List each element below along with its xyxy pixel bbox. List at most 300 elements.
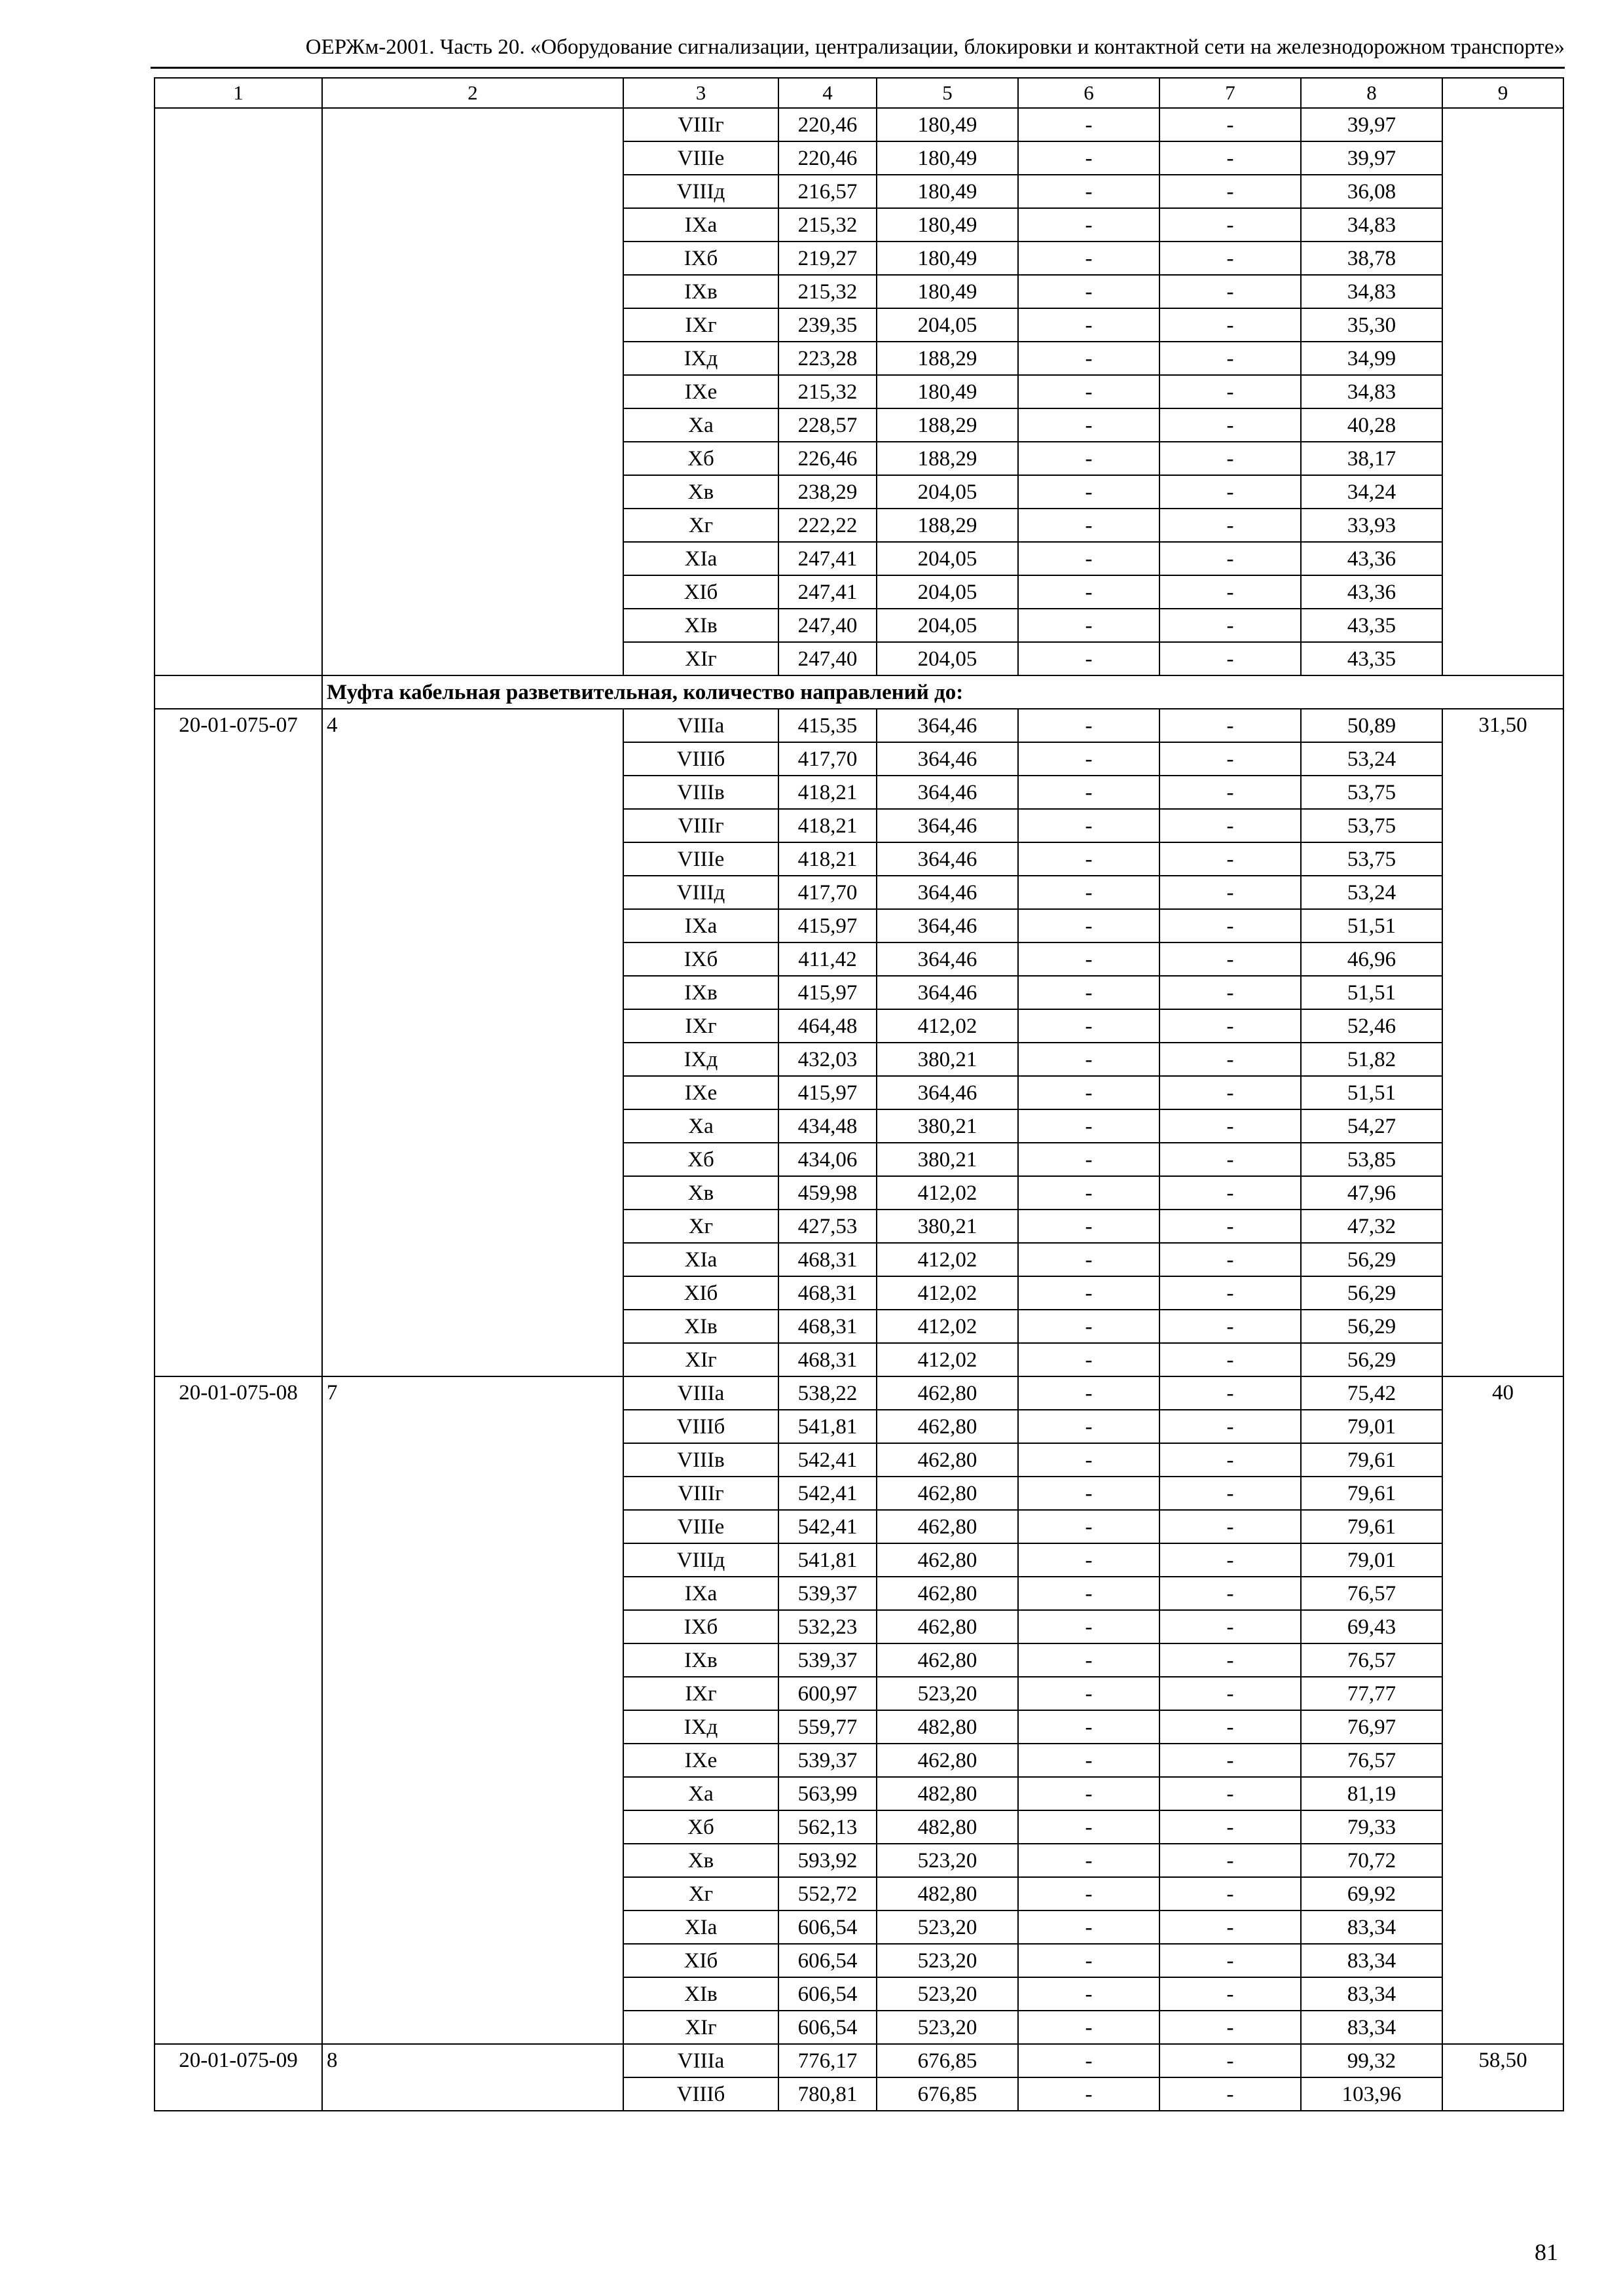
zone-cell: VIIIд (623, 1543, 778, 1577)
labor-cost-cell: 523,20 (877, 1910, 1018, 1944)
direct-cost-cell: 468,31 (778, 1276, 877, 1310)
materials-cost-cell: 54,27 (1301, 1109, 1442, 1143)
materials-cost-cell: 34,24 (1301, 475, 1442, 509)
materials-cost-cell: 83,34 (1301, 1910, 1442, 1944)
labor-cost-cell: 523,20 (877, 1844, 1018, 1877)
labor-cost-cell: 364,46 (877, 742, 1018, 776)
materials-cost-cell: 79,01 (1301, 1543, 1442, 1577)
driver-cost-cell: - (1159, 1310, 1301, 1343)
zone-cell: Xа (623, 408, 778, 442)
materials-cost-cell: 76,57 (1301, 1577, 1442, 1610)
machine-cost-cell: - (1018, 1076, 1159, 1109)
machine-cost-cell: - (1018, 275, 1159, 308)
direct-cost-cell: 542,41 (778, 1477, 877, 1510)
machine-cost-cell: - (1018, 1009, 1159, 1043)
machine-cost-cell: - (1018, 442, 1159, 475)
zone-cell: VIIIг (623, 1477, 778, 1510)
column-number: 4 (778, 78, 877, 108)
zone-cell: XIб (623, 575, 778, 609)
driver-cost-cell: - (1159, 1610, 1301, 1643)
machine-cost-cell: - (1018, 242, 1159, 275)
driver-cost-cell: - (1159, 976, 1301, 1009)
driver-cost-cell: - (1159, 709, 1301, 742)
labor-cost-cell: 204,05 (877, 308, 1018, 342)
driver-cost-cell: - (1159, 776, 1301, 809)
labor-cost-cell: 412,02 (877, 1243, 1018, 1276)
zone-cell: IXа (623, 909, 778, 942)
machine-cost-cell: - (1018, 942, 1159, 976)
zone-cell: VIIIг (623, 809, 778, 842)
zone-cell: VIIIб (623, 742, 778, 776)
zone-cell: XIг (623, 642, 778, 675)
machine-cost-cell: - (1018, 1310, 1159, 1343)
machine-cost-cell: - (1018, 375, 1159, 408)
zone-cell: VIIIв (623, 776, 778, 809)
zone-cell: IXб (623, 942, 778, 976)
zone-cell: VIIIд (623, 876, 778, 909)
machine-cost-cell: - (1018, 909, 1159, 942)
machine-cost-cell: - (1018, 2011, 1159, 2044)
materials-cost-cell: 43,35 (1301, 609, 1442, 642)
direct-cost-cell: 606,54 (778, 1910, 877, 1944)
direct-cost-cell: 593,92 (778, 1844, 877, 1877)
driver-cost-cell: - (1159, 1477, 1301, 1510)
direct-cost-cell: 219,27 (778, 242, 877, 275)
driver-cost-cell: - (1159, 1443, 1301, 1477)
machine-cost-cell: - (1018, 709, 1159, 742)
zone-cell: Xг (623, 509, 778, 542)
driver-cost-cell: - (1159, 1944, 1301, 1977)
labor-cost-cell: 482,80 (877, 1810, 1018, 1844)
driver-cost-cell: - (1159, 1577, 1301, 1610)
machine-cost-cell: - (1018, 1210, 1159, 1243)
direct-cost-cell: 247,41 (778, 542, 877, 575)
driver-cost-cell: - (1159, 542, 1301, 575)
materials-cost-cell: 77,77 (1301, 1677, 1442, 1710)
materials-cost-cell: 56,29 (1301, 1310, 1442, 1343)
materials-cost-cell: 70,72 (1301, 1844, 1442, 1877)
machine-cost-cell: - (1018, 1910, 1159, 1944)
machine-cost-cell: - (1018, 1744, 1159, 1777)
zone-cell: Xв (623, 1176, 778, 1210)
labor-cost-cell: 364,46 (877, 976, 1018, 1009)
zone-cell: IXе (623, 1076, 778, 1109)
direct-cost-cell: 239,35 (778, 308, 877, 342)
column-number: 1 (155, 78, 322, 108)
machine-cost-cell: - (1018, 1376, 1159, 1410)
labor-cost-cell: 180,49 (877, 375, 1018, 408)
materials-cost-cell: 83,34 (1301, 1944, 1442, 1977)
direct-cost-cell: 468,31 (778, 1343, 877, 1376)
driver-cost-cell: - (1159, 408, 1301, 442)
machine-cost-cell: - (1018, 1410, 1159, 1443)
labor-cost-cell: 204,05 (877, 475, 1018, 509)
materials-cost-cell: 56,29 (1301, 1276, 1442, 1310)
direct-cost-cell: 417,70 (778, 876, 877, 909)
labor-cost-cell: 462,80 (877, 1376, 1018, 1410)
machine-cost-cell: - (1018, 876, 1159, 909)
labor-cost-cell: 180,49 (877, 208, 1018, 242)
machine-cost-cell: - (1018, 1710, 1159, 1744)
labor-cost-cell: 523,20 (877, 2011, 1018, 2044)
direct-cost-cell: 606,54 (778, 1977, 877, 2011)
direct-cost-cell: 215,32 (778, 275, 877, 308)
machine-cost-cell: - (1018, 408, 1159, 442)
direct-cost-cell: 542,41 (778, 1510, 877, 1543)
zone-cell: XIа (623, 1243, 778, 1276)
direct-cost-cell: 434,48 (778, 1109, 877, 1143)
machine-cost-cell: - (1018, 742, 1159, 776)
table-row (155, 709, 1563, 742)
materials-cost-cell: 79,01 (1301, 1410, 1442, 1443)
direct-cost-cell: 563,99 (778, 1777, 877, 1810)
zone-cell: IXв (623, 1643, 778, 1677)
column-number: 3 (623, 78, 778, 108)
direct-cost-cell: 215,32 (778, 208, 877, 242)
driver-cost-cell: - (1159, 1877, 1301, 1910)
machine-cost-cell: - (1018, 1643, 1159, 1677)
zone-cell: IXг (623, 1677, 778, 1710)
driver-cost-cell: - (1159, 1109, 1301, 1143)
materials-cost-cell: 43,36 (1301, 575, 1442, 609)
driver-cost-cell: - (1159, 375, 1301, 408)
driver-cost-cell: - (1159, 275, 1301, 308)
column-9-cell: 31,50 (1442, 709, 1563, 1376)
labor-cost-cell: 412,02 (877, 1276, 1018, 1310)
zone-cell: VIIIд (623, 175, 778, 208)
direct-cost-cell: 415,35 (778, 709, 877, 742)
materials-cost-cell: 81,19 (1301, 1777, 1442, 1810)
driver-cost-cell: - (1159, 809, 1301, 842)
labor-cost-cell: 364,46 (877, 942, 1018, 976)
column-number: 9 (1442, 78, 1563, 108)
zone-cell: IXг (623, 308, 778, 342)
materials-cost-cell: 43,36 (1301, 542, 1442, 575)
labor-cost-cell: 380,21 (877, 1143, 1018, 1176)
machine-cost-cell: - (1018, 2077, 1159, 2111)
materials-cost-cell: 51,51 (1301, 976, 1442, 1009)
driver-cost-cell: - (1159, 442, 1301, 475)
header-divider (151, 67, 1565, 69)
zone-cell: XIг (623, 2011, 778, 2044)
direct-cost-cell: 552,72 (778, 1877, 877, 1910)
zone-cell: Xа (623, 1777, 778, 1810)
driver-cost-cell: - (1159, 1910, 1301, 1944)
direct-cost-cell: 215,32 (778, 375, 877, 408)
section-code-cell (155, 675, 322, 709)
labor-cost-cell: 462,80 (877, 1410, 1018, 1443)
materials-cost-cell: 53,75 (1301, 809, 1442, 842)
machine-cost-cell: - (1018, 475, 1159, 509)
driver-cost-cell: - (1159, 942, 1301, 976)
rate-code-cell: 20-01-075-07 (155, 709, 322, 1376)
direct-cost-cell: 415,97 (778, 909, 877, 942)
driver-cost-cell: - (1159, 242, 1301, 275)
zone-cell: IXб (623, 242, 778, 275)
driver-cost-cell: - (1159, 2077, 1301, 2111)
driver-cost-cell: - (1159, 1744, 1301, 1777)
driver-cost-cell: - (1159, 742, 1301, 776)
column-9-cell (1442, 108, 1563, 675)
machine-cost-cell: - (1018, 1610, 1159, 1643)
driver-cost-cell: - (1159, 2044, 1301, 2077)
zone-cell: IXд (623, 342, 778, 375)
driver-cost-cell: - (1159, 141, 1301, 175)
zone-cell: XIв (623, 1977, 778, 2011)
materials-cost-cell: 79,61 (1301, 1443, 1442, 1477)
materials-cost-cell: 75,42 (1301, 1376, 1442, 1410)
labor-cost-cell: 462,80 (877, 1543, 1018, 1577)
materials-cost-cell: 53,75 (1301, 842, 1442, 876)
section-title: Муфта кабельная разветвительная, количество направлений до: (322, 675, 1563, 709)
driver-cost-cell: - (1159, 1243, 1301, 1276)
zone-cell: VIIIб (623, 2077, 778, 2111)
machine-cost-cell: - (1018, 1577, 1159, 1610)
materials-cost-cell: 53,24 (1301, 876, 1442, 909)
machine-cost-cell: - (1018, 1510, 1159, 1543)
direct-cost-cell: 468,31 (778, 1243, 877, 1276)
zone-cell: XIг (623, 1343, 778, 1376)
driver-cost-cell: - (1159, 2011, 1301, 2044)
zone-cell: IXв (623, 976, 778, 1009)
zone-cell: XIб (623, 1944, 778, 1977)
machine-cost-cell: - (1018, 1143, 1159, 1176)
labor-cost-cell: 412,02 (877, 1310, 1018, 1343)
machine-cost-cell: - (1018, 809, 1159, 842)
direct-cost-cell: 220,46 (778, 141, 877, 175)
machine-cost-cell: - (1018, 1276, 1159, 1310)
materials-cost-cell: 35,30 (1301, 308, 1442, 342)
machine-cost-cell: - (1018, 1109, 1159, 1143)
direct-cost-cell: 238,29 (778, 475, 877, 509)
direct-cost-cell: 418,21 (778, 776, 877, 809)
zone-cell: VIIIе (623, 1510, 778, 1543)
labor-cost-cell: 676,85 (877, 2077, 1018, 2111)
table-row (155, 2044, 1563, 2077)
labor-cost-cell: 204,05 (877, 642, 1018, 675)
direct-cost-cell: 539,37 (778, 1643, 877, 1677)
machine-cost-cell: - (1018, 1443, 1159, 1477)
labor-cost-cell: 412,02 (877, 1343, 1018, 1376)
page-header-title: ОЕРЖм-2001. Часть 20. «Оборудование сигнализации, централизации, блокировки и контактной сети на железнодорожном транспорте» (305, 35, 1565, 59)
direct-cost-cell: 434,06 (778, 1143, 877, 1176)
labor-cost-cell: 188,29 (877, 442, 1018, 475)
rate-code-cell: 20-01-075-08 (155, 1376, 322, 2044)
driver-cost-cell: - (1159, 1543, 1301, 1577)
direct-cost-cell: 542,41 (778, 1443, 877, 1477)
driver-cost-cell: - (1159, 1777, 1301, 1810)
materials-cost-cell: 76,57 (1301, 1744, 1442, 1777)
direct-cost-cell: 216,57 (778, 175, 877, 208)
materials-cost-cell: 76,57 (1301, 1643, 1442, 1677)
zone-cell: VIIIе (623, 842, 778, 876)
labor-cost-cell: 523,20 (877, 1977, 1018, 2011)
driver-cost-cell: - (1159, 175, 1301, 208)
section-title-row (155, 675, 1563, 709)
driver-cost-cell: - (1159, 475, 1301, 509)
materials-cost-cell: 46,96 (1301, 942, 1442, 976)
labor-cost-cell: 462,80 (877, 1510, 1018, 1543)
zone-cell: Xб (623, 442, 778, 475)
materials-cost-cell: 34,83 (1301, 275, 1442, 308)
labor-cost-cell: 364,46 (877, 776, 1018, 809)
zone-cell: Xб (623, 1810, 778, 1844)
labor-cost-cell: 462,80 (877, 1477, 1018, 1510)
materials-cost-cell: 34,83 (1301, 208, 1442, 242)
direct-cost-cell: 541,81 (778, 1410, 877, 1443)
labor-cost-cell: 462,80 (877, 1744, 1018, 1777)
direct-cost-cell: 226,46 (778, 442, 877, 475)
direct-cost-cell: 418,21 (778, 809, 877, 842)
labor-cost-cell: 482,80 (877, 1877, 1018, 1910)
parameter-cell: 8 (322, 2044, 623, 2111)
labor-cost-cell: 364,46 (877, 842, 1018, 876)
direct-cost-cell: 559,77 (778, 1710, 877, 1744)
machine-cost-cell: - (1018, 1977, 1159, 2011)
column-number: 8 (1301, 78, 1442, 108)
direct-cost-cell: 539,37 (778, 1744, 877, 1777)
zone-cell: IXе (623, 1744, 778, 1777)
zone-cell: VIIIе (623, 141, 778, 175)
direct-cost-cell: 220,46 (778, 108, 877, 141)
labor-cost-cell: 364,46 (877, 709, 1018, 742)
zone-cell: IXд (623, 1043, 778, 1076)
zone-cell: Xа (623, 1109, 778, 1143)
materials-cost-cell: 99,32 (1301, 2044, 1442, 2077)
machine-cost-cell: - (1018, 342, 1159, 375)
machine-cost-cell: - (1018, 1043, 1159, 1076)
machine-cost-cell: - (1018, 542, 1159, 575)
direct-cost-cell: 411,42 (778, 942, 877, 976)
driver-cost-cell: - (1159, 876, 1301, 909)
driver-cost-cell: - (1159, 1977, 1301, 2011)
labor-cost-cell: 364,46 (877, 1076, 1018, 1109)
direct-cost-cell: 223,28 (778, 342, 877, 375)
direct-cost-cell: 468,31 (778, 1310, 877, 1343)
labor-cost-cell: 380,21 (877, 1109, 1018, 1143)
labor-cost-cell: 462,80 (877, 1610, 1018, 1643)
column-9-cell: 40 (1442, 1376, 1563, 2044)
labor-cost-cell: 204,05 (877, 609, 1018, 642)
materials-cost-cell: 103,96 (1301, 2077, 1442, 2111)
labor-cost-cell: 180,49 (877, 108, 1018, 141)
machine-cost-cell: - (1018, 1343, 1159, 1376)
zone-cell: Xб (623, 1143, 778, 1176)
machine-cost-cell: - (1018, 1810, 1159, 1844)
materials-cost-cell: 47,96 (1301, 1176, 1442, 1210)
zone-cell: Xв (623, 475, 778, 509)
driver-cost-cell: - (1159, 609, 1301, 642)
materials-cost-cell: 69,43 (1301, 1610, 1442, 1643)
driver-cost-cell: - (1159, 1410, 1301, 1443)
machine-cost-cell: - (1018, 1176, 1159, 1210)
materials-cost-cell: 51,82 (1301, 1043, 1442, 1076)
column-9-cell: 58,50 (1442, 2044, 1563, 2111)
machine-cost-cell: - (1018, 1777, 1159, 1810)
direct-cost-cell: 247,40 (778, 609, 877, 642)
column-number: 5 (877, 78, 1018, 108)
direct-cost-cell: 780,81 (778, 2077, 877, 2111)
table-row (155, 108, 1563, 141)
direct-cost-cell: 459,98 (778, 1176, 877, 1210)
machine-cost-cell: - (1018, 108, 1159, 141)
driver-cost-cell: - (1159, 575, 1301, 609)
direct-cost-cell: 228,57 (778, 408, 877, 442)
materials-cost-cell: 51,51 (1301, 1076, 1442, 1109)
zone-cell: VIIIб (623, 1410, 778, 1443)
machine-cost-cell: - (1018, 642, 1159, 675)
direct-cost-cell: 417,70 (778, 742, 877, 776)
labor-cost-cell: 180,49 (877, 242, 1018, 275)
direct-cost-cell: 415,97 (778, 976, 877, 1009)
materials-cost-cell: 34,83 (1301, 375, 1442, 408)
direct-cost-cell: 606,54 (778, 2011, 877, 2044)
driver-cost-cell: - (1159, 1343, 1301, 1376)
zone-cell: IXд (623, 1710, 778, 1744)
zone-cell: XIв (623, 1310, 778, 1343)
driver-cost-cell: - (1159, 208, 1301, 242)
labor-cost-cell: 412,02 (877, 1009, 1018, 1043)
driver-cost-cell: - (1159, 1076, 1301, 1109)
materials-cost-cell: 50,89 (1301, 709, 1442, 742)
zone-cell: IXа (623, 1577, 778, 1610)
materials-cost-cell: 83,34 (1301, 1977, 1442, 2011)
materials-cost-cell: 53,85 (1301, 1143, 1442, 1176)
labor-cost-cell: 412,02 (877, 1176, 1018, 1210)
zone-cell: VIIIа (623, 1376, 778, 1410)
materials-cost-cell: 39,97 (1301, 108, 1442, 141)
driver-cost-cell: - (1159, 1710, 1301, 1744)
zone-cell: XIб (623, 1276, 778, 1310)
driver-cost-cell: - (1159, 1643, 1301, 1677)
zone-cell: IXв (623, 275, 778, 308)
labor-cost-cell: 204,05 (877, 542, 1018, 575)
machine-cost-cell: - (1018, 609, 1159, 642)
machine-cost-cell: - (1018, 208, 1159, 242)
driver-cost-cell: - (1159, 108, 1301, 141)
machine-cost-cell: - (1018, 175, 1159, 208)
machine-cost-cell: - (1018, 776, 1159, 809)
labor-cost-cell: 380,21 (877, 1043, 1018, 1076)
labor-cost-cell: 462,80 (877, 1443, 1018, 1477)
machine-cost-cell: - (1018, 509, 1159, 542)
materials-cost-cell: 36,08 (1301, 175, 1442, 208)
rates-table (154, 77, 1564, 2111)
table-body (155, 78, 1563, 2111)
parameter-cell: 4 (322, 709, 623, 1376)
materials-cost-cell: 38,17 (1301, 442, 1442, 475)
materials-cost-cell: 79,61 (1301, 1477, 1442, 1510)
labor-cost-cell: 364,46 (877, 876, 1018, 909)
direct-cost-cell: 606,54 (778, 1944, 877, 1977)
materials-cost-cell: 83,34 (1301, 2011, 1442, 2044)
labor-cost-cell: 482,80 (877, 1777, 1018, 1810)
driver-cost-cell: - (1159, 1510, 1301, 1543)
materials-cost-cell: 69,92 (1301, 1877, 1442, 1910)
zone-cell: VIIIа (623, 2044, 778, 2077)
page-number: 81 (1535, 2239, 1558, 2265)
materials-cost-cell: 79,61 (1301, 1510, 1442, 1543)
materials-cost-cell: 40,28 (1301, 408, 1442, 442)
materials-cost-cell: 79,33 (1301, 1810, 1442, 1844)
direct-cost-cell: 562,13 (778, 1810, 877, 1844)
labor-cost-cell: 380,21 (877, 1210, 1018, 1243)
parameter-cell (322, 108, 623, 675)
labor-cost-cell: 364,46 (877, 809, 1018, 842)
machine-cost-cell: - (1018, 1677, 1159, 1710)
direct-cost-cell: 427,53 (778, 1210, 877, 1243)
driver-cost-cell: - (1159, 1276, 1301, 1310)
